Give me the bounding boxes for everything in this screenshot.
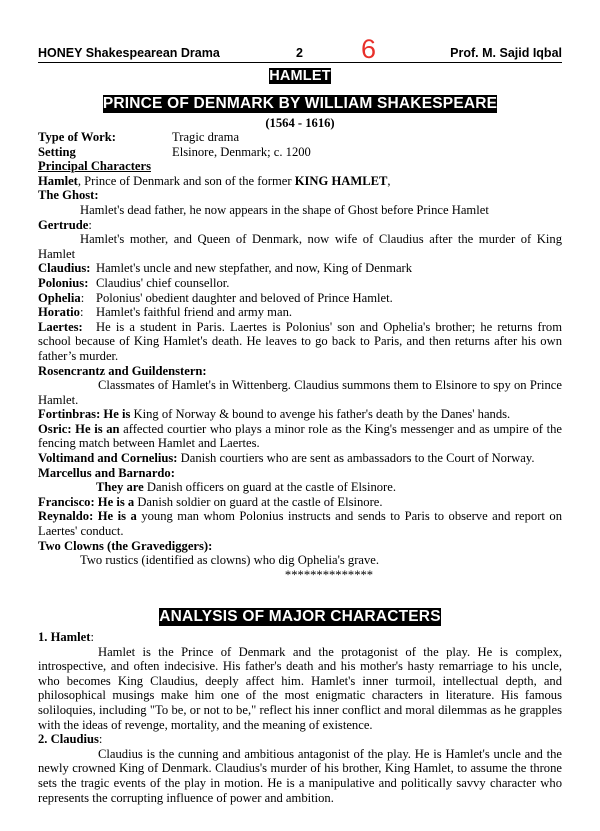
page-header (38, 34, 562, 64)
char-name: Osric: He is an (38, 421, 120, 436)
char-voltimand (38, 451, 562, 466)
analysis-paragraph-claudius: Claudius is the cunning and ambitious antagonist of the play. He is Hamlet's uncle and the newly crowned King of Denmark. Claudius's murder of his brother, King Hamlet, to assume the throne sets the tragic events of the play in motion. He is a manipulative and politically savvy character who represents the corrupting influence of power and ambition. (38, 746, 562, 805)
char-gertrude-text: Hamlet's mother, and Queen of Denmark, now wife of Claudius after the murder of King Hamlet (38, 232, 562, 261)
char-name: Fortinbras: He is (38, 407, 131, 422)
char-laertes (38, 320, 562, 364)
char-hamlet (38, 174, 562, 189)
colon: : (90, 630, 94, 644)
analysis-banner: ANALYSIS OF MAJOR CHARACTERS (159, 608, 441, 625)
char-horatio (38, 305, 562, 320)
analysis-section (38, 630, 562, 805)
analysis-heading-hamlet (38, 630, 562, 645)
char-text: Danish soldier on guard at the castle of Elsinore. (134, 494, 383, 509)
type-value: Tragic drama (172, 130, 240, 144)
type-of-work-row (38, 130, 562, 145)
characters-section (38, 130, 562, 582)
char-marcellus-text (38, 480, 562, 495)
char-lead: They are (96, 480, 144, 495)
char-text: Polonius' obedient daughter and beloved of Prince Hamlet. (96, 290, 393, 305)
char-name: The Ghost (38, 188, 95, 203)
char-fortinbras (38, 407, 562, 422)
char-name: Polonius: (38, 275, 89, 290)
char-name: Gertrude (38, 217, 89, 232)
char-francisco (38, 495, 562, 510)
title-banner: HAMLET (269, 68, 331, 84)
colon: : (98, 732, 103, 747)
char-text: He is a student in Paris. Laertes is Polonius' son and Ophelia's brother; he returns from school because of King Hamlet's death. He leaves to go back to Paris, and then returns after his own father’s murder. (38, 319, 562, 363)
char-clowns-text: Two rustics (identified as clowns) who dig Ophelia's grave. (80, 553, 380, 568)
setting-value: Elsinore, Denmark; c. 1200 (172, 144, 311, 159)
char-name: Hamlet (38, 173, 78, 188)
char-reynaldo (38, 509, 562, 538)
char-name: Francisco: He is a (38, 494, 135, 509)
type-label: Type of Work: (38, 130, 116, 144)
colon: : (79, 305, 84, 320)
header-rule (38, 62, 562, 63)
char-name: Claudius: (38, 261, 91, 276)
char-name: Ophelia (38, 290, 81, 305)
char-polonius (38, 276, 562, 291)
char-text: affected courtier who plays a minor role as the King's messenger and as umpire of the fencing match between Hamlet and Laertes. (38, 421, 562, 451)
years: (1564 - 1616) (265, 116, 335, 130)
setting-label: Setting (38, 144, 76, 159)
char-text: Claudius' chief counsellor. (96, 275, 230, 290)
heading-text: 1. Hamlet (38, 630, 91, 644)
char-text: Hamlet's uncle and new stepfather, and now, King of Denmark (96, 261, 413, 276)
king-hamlet-name: KING HAMLET (294, 173, 388, 188)
char-ghost-text: Hamlet's dead father, he now appears in the shape of Ghost before Prince Hamlet (80, 202, 489, 217)
header-left: HONEY Shakespearean Drama (38, 46, 220, 60)
stars-divider: ************** (284, 567, 374, 582)
char-name: Reynaldo: He is a (38, 509, 137, 524)
char-rosencrantz-name: Rosencrantz and Guildenstern: (38, 363, 207, 378)
setting-row (38, 145, 562, 160)
heading-text: 2. Claudius (38, 732, 99, 747)
colon: : (88, 217, 92, 232)
char-ophelia (38, 291, 562, 306)
char-text: Danish officers on guard at the castle of Elsinore. (143, 480, 396, 495)
char-marcellus-name: Marcellus and Barnardo: (38, 465, 175, 480)
header-page-number: 2 (296, 46, 303, 60)
char-name: Voltimand and Cornelius: (38, 451, 178, 466)
header-chapter-number: 6 (361, 34, 377, 64)
char-claudius (38, 261, 562, 276)
char-text: young man whom Polonius instructs and sends to Paris to observe and report on Laertes' conduct. (38, 509, 562, 539)
analysis-paragraph-hamlet: Hamlet is the Prince of Denmark and the protagonist of the play. He is complex, introspective, and often indecisive. His father's death and his mother's hasty remarriage to his uncle, who becomes King Claudius, deeply affect him. Hamlet's inner turmoil, intellectual depth, and philosophical musings make him one of the most enigmatic characters in literature. His famous soliloquies, including "To be, or not to be," reflect his inner conflict and moral dilemmas as he grapples with the ideas of revenge, mortality, and the meaning of existence. (38, 644, 562, 732)
char-name: Horatio (38, 305, 80, 320)
char-name: Laertes: (38, 319, 83, 334)
principal-heading: Principal Characters (38, 159, 151, 174)
char-clowns-name: Two Clowns (the Gravediggers): (38, 538, 213, 553)
subtitle-banner: PRINCE OF DENMARK BY WILLIAM SHAKESPEARE (102, 95, 498, 112)
char-text: Danish courtiers who are sent as ambassadors to the Court of Norway. (177, 451, 535, 466)
char-text: , Prince of Denmark and son of the former (77, 173, 295, 188)
char-text: , (387, 173, 391, 188)
char-osric (38, 422, 562, 451)
char-text: King of Norway & bound to avenge his father's death by the Danes' hands. (130, 407, 511, 422)
char-gertrude-name (38, 218, 562, 233)
char-ghost-name (38, 188, 562, 203)
char-rosencrantz-text: Classmates of Hamlet's in Wittenberg. Claudius summons them to Elsinore to spy on Prince Hamlet. (38, 378, 562, 407)
char-text: Hamlet's faithful friend and army man. (96, 305, 293, 320)
colon: : (80, 290, 85, 305)
colon: : (94, 188, 99, 203)
header-author: Prof. M. Sajid Iqbal (450, 46, 562, 60)
analysis-heading-claudius (38, 732, 562, 747)
